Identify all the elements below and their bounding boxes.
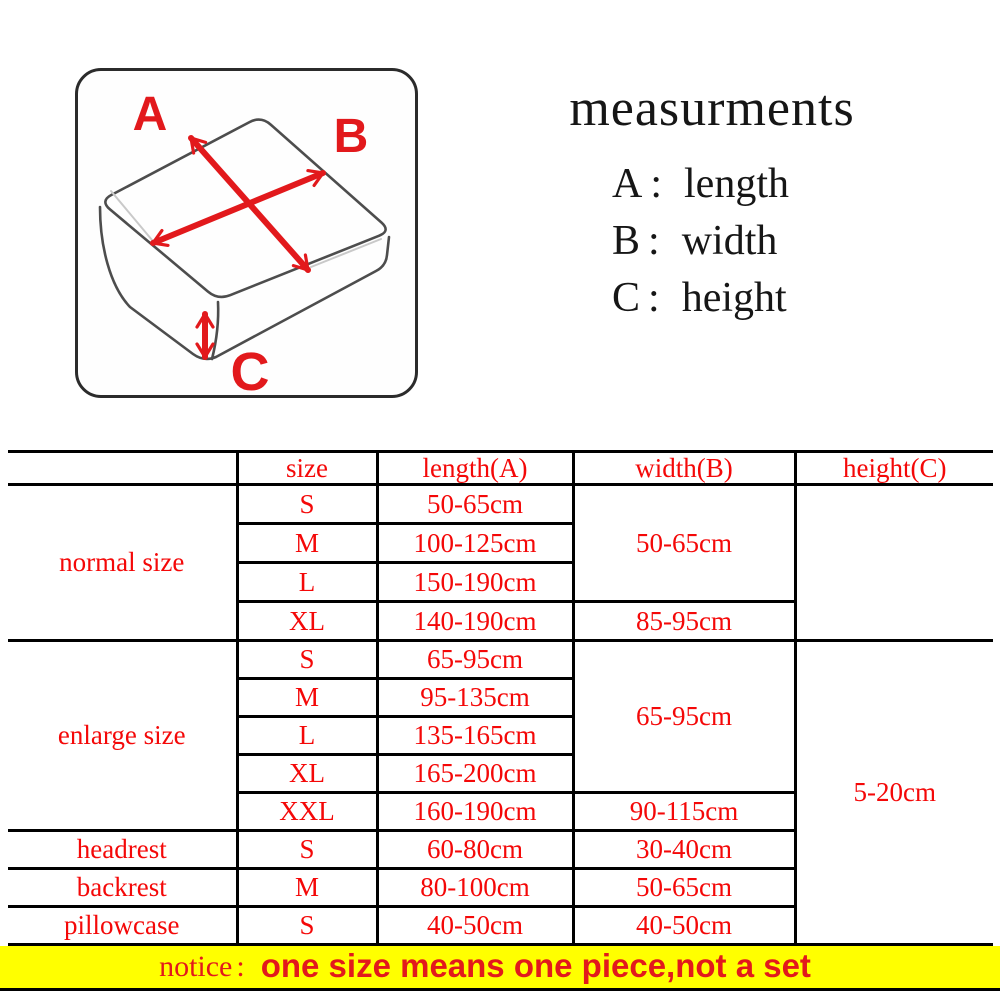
legend-key: C xyxy=(612,274,641,321)
size-chart-table xyxy=(8,450,993,946)
size-cell: L xyxy=(237,563,377,602)
notice-label: notice xyxy=(159,950,233,983)
legend-item-length xyxy=(612,155,882,212)
legend-term: width xyxy=(681,217,778,264)
length-cell: 150-190cm xyxy=(377,563,573,602)
length-cell: 95-135cm xyxy=(377,679,573,717)
width-cell: 50-65cm xyxy=(573,869,795,907)
width-cell: 40-50cm xyxy=(573,907,795,945)
cushion-diagram-box xyxy=(75,68,418,398)
header-size-cell: size xyxy=(237,452,377,485)
legend-colon: : xyxy=(648,217,660,264)
header-width-cell: width(B) xyxy=(573,452,795,485)
size-cell: M xyxy=(237,679,377,717)
length-cell: 40-50cm xyxy=(377,907,573,945)
size-cell: S xyxy=(237,485,377,524)
notice-bar xyxy=(0,946,1000,991)
width-cell-merged: 50-65cm xyxy=(573,485,795,602)
backrest-label: backrest xyxy=(8,869,237,907)
diagram-label-a: A xyxy=(132,88,168,141)
legend-colon: : xyxy=(648,274,660,321)
enlarge-size-group-label: enlarge size xyxy=(8,641,237,831)
width-cell: 30-40cm xyxy=(573,831,795,869)
cushion-front-edge xyxy=(212,302,218,359)
size-cell: M xyxy=(237,869,377,907)
width-arrow xyxy=(153,173,323,243)
size-cell: S xyxy=(237,907,377,945)
legend-term: length xyxy=(684,160,789,207)
width-cell: 90-115cm xyxy=(573,793,795,831)
length-cell: 140-190cm xyxy=(377,602,573,641)
length-cell: 60-80cm xyxy=(377,831,573,869)
length-cell: 65-95cm xyxy=(377,641,573,679)
header-group-cell xyxy=(8,452,237,485)
measurements-block xyxy=(542,80,882,326)
height-value-cell: 5-20cm xyxy=(795,641,993,945)
length-cell: 135-165cm xyxy=(377,717,573,755)
legend-colon: : xyxy=(650,160,663,207)
legend-item-width xyxy=(612,212,882,269)
size-cell: XL xyxy=(237,755,377,793)
length-cell: 80-100cm xyxy=(377,869,573,907)
pillowcase-label: pillowcase xyxy=(8,907,237,945)
legend-key: A xyxy=(612,160,643,207)
size-cell: M xyxy=(237,524,377,563)
length-cell: 160-190cm xyxy=(377,793,573,831)
length-cell: 50-65cm xyxy=(377,485,573,524)
width-cell-merged: 65-95cm xyxy=(573,641,795,793)
height-empty-cell xyxy=(795,485,993,641)
cushion-sketch xyxy=(78,71,415,395)
diagram-label-c: C xyxy=(230,342,270,395)
measurements-legend xyxy=(612,155,882,326)
length-cell: 165-200cm xyxy=(377,755,573,793)
size-cell: L xyxy=(237,717,377,755)
header-height-cell: height(C) xyxy=(795,452,993,485)
normal-size-group-label: normal size xyxy=(8,485,237,641)
diagram-label-b: B xyxy=(333,110,369,163)
notice-text: one size means one piece,not a set xyxy=(260,947,811,984)
measurements-title: measurments xyxy=(569,80,855,137)
notice-colon: : xyxy=(236,950,245,983)
width-cell: 85-95cm xyxy=(573,602,795,641)
size-cell: XL xyxy=(237,602,377,641)
size-cell: S xyxy=(237,831,377,869)
legend-item-height xyxy=(612,269,882,326)
table-row xyxy=(8,485,993,524)
size-cell: XXL xyxy=(237,793,377,831)
header-row xyxy=(8,452,993,485)
cushion-seam-right xyxy=(311,239,381,267)
table-row xyxy=(8,641,993,679)
size-cell: S xyxy=(237,641,377,679)
header-length-cell: length(A) xyxy=(377,452,573,485)
headrest-label: headrest xyxy=(8,831,237,869)
legend-term: height xyxy=(681,274,787,321)
length-cell: 100-125cm xyxy=(377,524,573,563)
legend-key: B xyxy=(612,217,641,264)
